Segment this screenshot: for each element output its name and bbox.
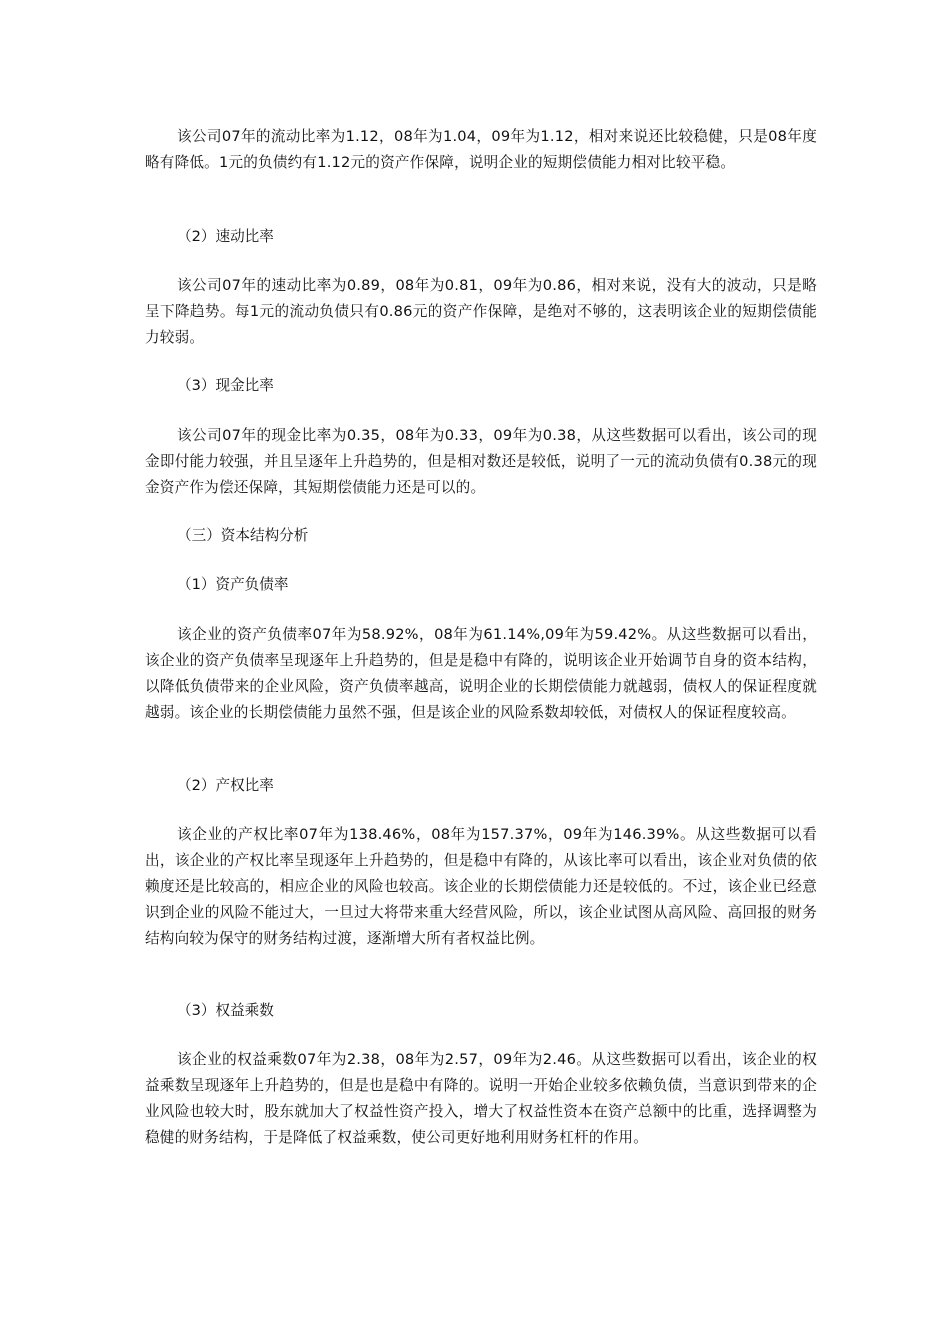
equity-ratio-heading: （2）产权比率 [177, 777, 274, 794]
capital-structure-heading: （三）资本结构分析 [177, 527, 309, 544]
equity-multiplier-paragraph: 该企业的权益乘数07年为2.38，08年为2.57，09年为2.46。从这些数据可以看出，该企业的权益乘数呈现逐年上升趋势的，但是也是稳中有降的。说明一开始企业较多依赖负债，当意识到带来的企业风险也较大时，股东就加大了权益性资产投入，增大了权益性资本在资产总额中的比重，选择调整为稳健的财务结构，于是降低了权益乘数，使公司更好地利用财务杠杆的作用。 [145, 1051, 817, 1146]
cash-ratio-heading: （3）现金比率 [177, 377, 274, 394]
debt-ratio-heading: （1）资产负债率 [177, 576, 289, 593]
equity-multiplier-heading: （3）权益乘数 [177, 1002, 274, 1019]
quick-ratio-heading: （2）速动比率 [177, 228, 274, 245]
debt-ratio-paragraph: 该企业的资产负债率07年为58.92%，08年为61.14%,09年为59.42%。从这些数据可以看出，该企业的资产负债率呈现逐年上升趋势的，但是是稳中有降的，说明该企业开始调节自身的资本结构，以降低负债带来的企业风险，资产负债率越高，说明企业的长期偿债能力就越弱，债权人的保证程度就越弱。该企业的长期偿债能力虽然不强，但是该企业的风险系数却较低，对债权人的保证程度较高。 [145, 626, 817, 721]
current-ratio-paragraph: 该公司07年的流动比率为1.12，08年为1.04，09年为1.12，相对来说还比较稳健，只是08年度略有降低。1元的负债约有1.12元的资产作保障，说明企业的短期偿债能力相对比较平稳。 [145, 128, 817, 171]
cash-ratio-paragraph: 该公司07年的现金比率为0.35，08年为0.33，09年为0.38，从这些数据可以看出，该公司的现金即付能力较强，并且呈逐年上升趋势的，但是相对数还是较低，说明了一元的流动负债有0.38元的现金资产作为偿还保障，其短期偿债能力还是可以的。 [145, 427, 817, 496]
equity-ratio-paragraph: 该企业的产权比率07年为138.46%，08年为157.37%，09年为146.39%。从这些数据可以看出，该企业的产权比率呈现逐年上升趋势的，但是稳中有降的，从该比率可以看出，该企业对负债的依赖度还是比较高的，相应企业的风险也较高。该企业的长期偿债能力还是较低的。不过，该企业已经意识到企业的风险不能过大，一旦过大将带来重大经营风险，所以，该企业试图从高风险、高回报的财务结构向较为保守的财务结构过渡，逐渐增大所有者权益比例。 [145, 826, 817, 947]
quick-ratio-paragraph: 该公司07年的速动比率为0.89，08年为0.81，09年为0.86，相对来说，没有大的波动，只是略呈下降趋势。每1元的流动负债只有0.86元的资产作保障，是绝对不够的，这表明该企业的短期偿债能力较弱。 [145, 277, 817, 346]
